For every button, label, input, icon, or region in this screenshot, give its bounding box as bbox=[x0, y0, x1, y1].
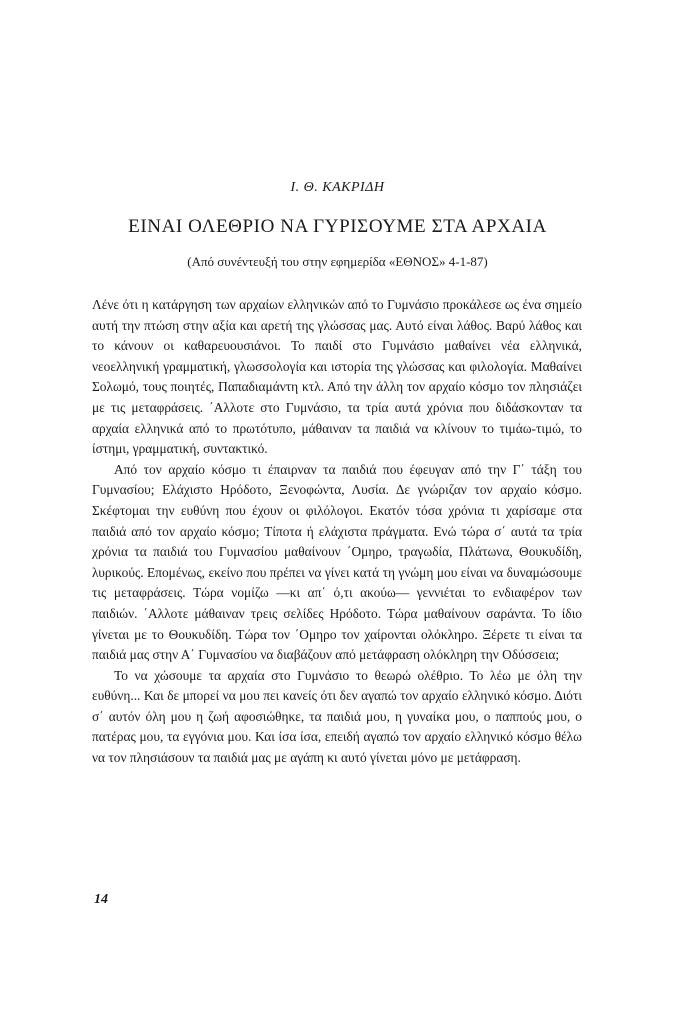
page-number: 14 bbox=[94, 892, 108, 907]
paragraph-2: Από τον αρχαίο κόσμο τι έπαιρναν τα παιδιά που έφευγαν από την Γ΄ τάξη του Γυμνασίου; Ελάχιστο Ηρόδοτο, Ξενοφώντα, Λυσία. Δε γνώριζαν τον αρχαίο κόσμο. Σκέφτομαι την ευθύνη που έχουν οι φιλόλογοι. Εκατόν τόσα χρόνια τι χαρίσαμε στα παιδιά από τον αρχαίο κόσμο; Τίποτα ή ελάχιστα πράγματα. Ενώ τώρα σ΄ αυτά τα τρία χρόνια τα παιδιά του Γυμνασίου μαθαίνουν ΄Ομηρο, τραγωδία, Πλάτωνα, Θουκυδίδη, λυρικούς. Επομένως, εκείνο που πρέπει να γίνει κατά τη γνώμη μου είναι να δυναμώσουμε τις μεταφράσεις. Τώρα νομίζω —κι απ΄ ό,τι ακούω— γεννιέται το ενδιαφέρον των παιδιών. ΄Αλλοτε μάθαιναν τρεις σελίδες Ηρόδοτο. Τώρα μαθαίνουν σαράντα. Το ίδιο γίνεται με το Θουκυδίδη. Τώρα τον ΄Ομηρο τον χαίρονται ολόκληρο. Ξέρετε τι είναι τα παιδιά μας στην Α΄ Γυμνασίου να διαβάζουν από μετάφραση ολόκληρη την Οδύσσεια; bbox=[92, 461, 582, 663]
article-body bbox=[92, 295, 582, 769]
paragraph-3: Το να χώσουμε τα αρχαία στο Γυμνάσιο το θεωρώ ολέθριο. Το λέω με όλη την ευθύνη... Και δε μπορεί να μου πει κανείς ότι δεν αγαπώ τον αρχαίο ελληνικό κόσμο. Διότι σ΄ αυτόν όλη μου η ζωή αφοσιώθηκε, τα παιδιά μου, η γυναίκα μου, ο παππούς μου, ο πατέρας μου, τα εγγόνια μου. Και ίσα ίσα, επειδή αγαπώ τον αρχαίο ελληνικό κόσμο θέλω να τον πλησιάσουν τα παιδιά μας με αγάπη κι αυτό γίνεται μόνο με μετάφραση. bbox=[92, 667, 582, 766]
article-title: ΕΙΝΑΙ ΟΛΕΘΡΙΟ ΝΑ ΓΥΡΙΣΟΥΜΕ ΣΤΑ ΑΡΧΑΙΑ bbox=[128, 216, 547, 237]
paragraph-1: Λένε ότι η κατάργηση των αρχαίων ελληνικών από το Γυμνάσιο προκάλεσε ως ένα σημείο αυτή την πτώση στην αξία και αρετή της γλώσσας μας. Αυτό είναι λάθος. Βαρύ λάθος και το κάνουν οι καθαρευουσιάνοι. Το παιδί στο Γυμνάσιο μαθαίνει νέα ελληνικά, νεοελληνική γραμματική, γλωσσολογία και ιστορία της γλώσσας και φιλολογία. Μαθαίνει Σολωμό, τους ποιητές, Παπαδιαμάντη κτλ. Από την άλλη τον αρχαίο κόσμο τον πλησιάζει με τις μεταφράσεις. ΄Αλλοτε στο Γυμνάσιο, τα τρία αυτά χρόνια που διδάσκονταν τα αρχαία ελληνικά από το πρωτότυπο, μάθαιναν τα παιδιά να κλίνουν το τιμάω-τιμώ, το ίστημι, γραμματική, συντακτικό. bbox=[92, 297, 582, 457]
article-subtitle: (Από συνέντευξή του στην εφημερίδα «ΕΘΝΟΣ» 4-1-87) bbox=[187, 254, 488, 269]
author-name: Ι. Θ. ΚΑΚΡΙΔΗ bbox=[290, 180, 385, 195]
